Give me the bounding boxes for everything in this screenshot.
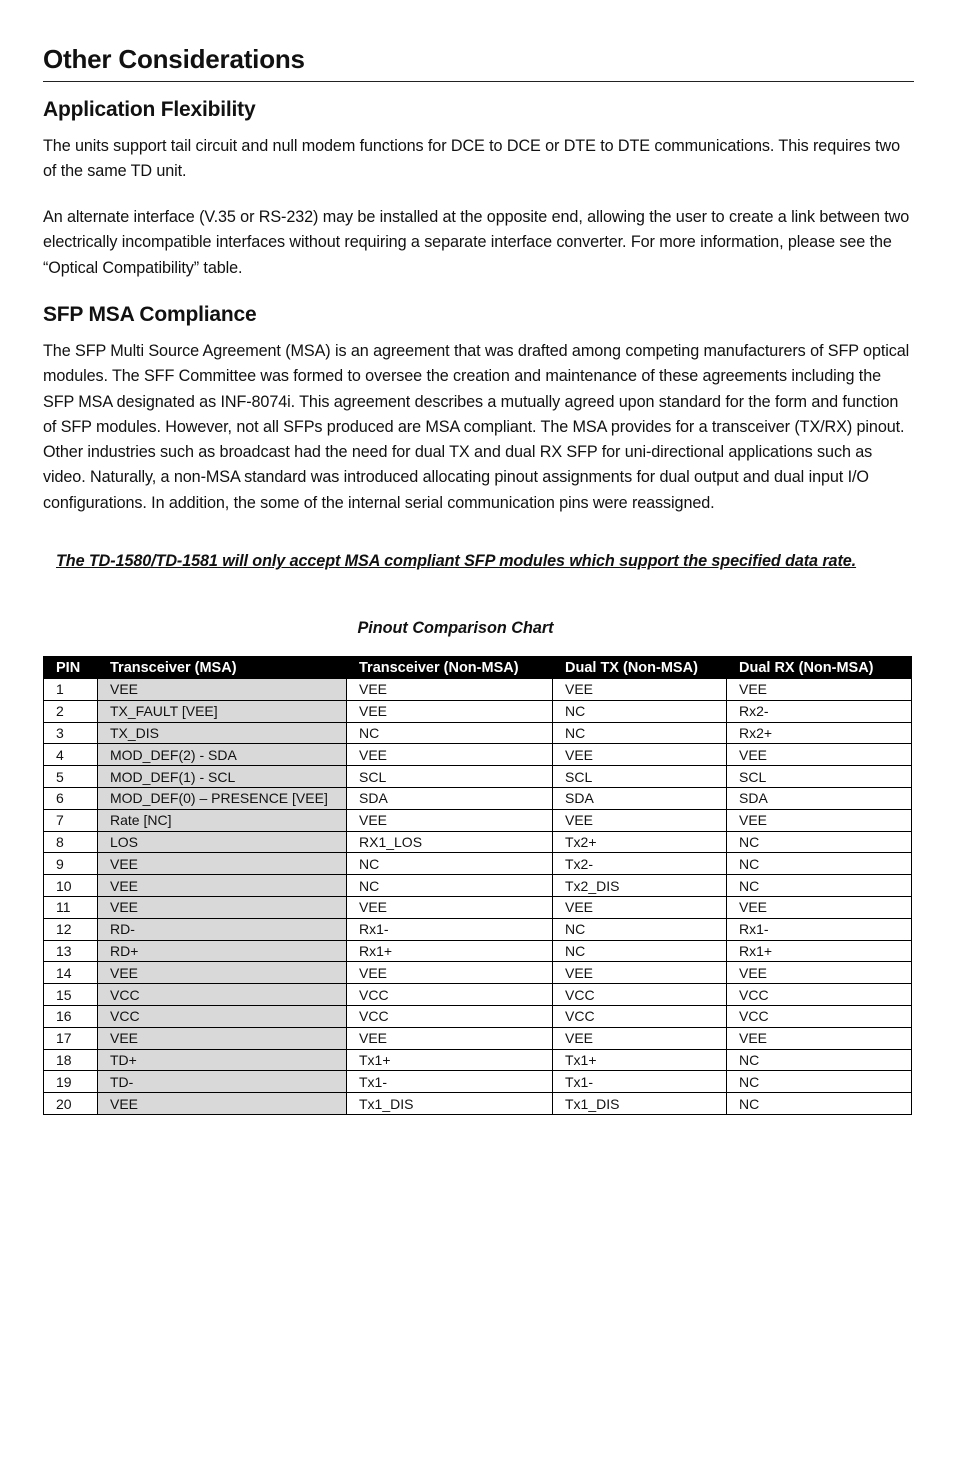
transceiver-non-msa-cell: VEE [347,679,553,701]
transceiver-msa-cell: VEE [98,679,347,701]
table-row [44,831,912,853]
dual-rx-cell: VEE [727,962,912,984]
pin-cell: 8 [44,831,98,853]
dual-rx-cell: VCC [727,984,912,1006]
table-row [44,875,912,897]
transceiver-non-msa-cell: Tx1+ [347,1049,553,1071]
transceiver-non-msa-cell: NC [347,853,553,875]
pin-cell: 4 [44,744,98,766]
compliance-notice: The TD-1580/TD-1581 will only accept MSA compliant SFP modules which support the specified data rate. [56,552,857,570]
table-header-row [44,657,912,679]
pin-cell: 9 [44,853,98,875]
transceiver-msa-cell: MOD_DEF(2) - SDA [98,744,347,766]
dual-tx-cell: NC [553,940,727,962]
transceiver-non-msa-cell: NC [347,875,553,897]
table-row [44,984,912,1006]
transceiver-msa-cell: VEE [98,1027,347,1049]
dual-rx-cell: Rx1+ [727,940,912,962]
paragraph-tail-circuit: The units support tail circuit and null modem functions for DCE to DCE or DTE to DTE communications. This requires two of the same TD unit. [43,137,900,181]
dual-tx-cell: Tx2- [553,853,727,875]
dual-tx-cell: VEE [553,809,727,831]
dual-rx-cell: NC [727,853,912,875]
pin-cell: 13 [44,940,98,962]
transceiver-msa-cell: VCC [98,1005,347,1027]
transceiver-msa-cell: TX_DIS [98,722,347,744]
transceiver-non-msa-cell: VEE [347,809,553,831]
transceiver-non-msa-cell: RX1_LOS [347,831,553,853]
column-header-dual-tx: Dual TX (Non-MSA) [553,657,727,679]
dual-rx-cell: SDA [727,787,912,809]
pin-cell: 5 [44,766,98,788]
transceiver-msa-cell: MOD_DEF(0) – PRESENCE [VEE] [98,787,347,809]
pin-cell: 19 [44,1071,98,1093]
dual-tx-cell: VCC [553,1005,727,1027]
transceiver-msa-cell: Rate [NC] [98,809,347,831]
transceiver-non-msa-cell: Rx1+ [347,940,553,962]
dual-rx-cell: VEE [727,809,912,831]
transceiver-non-msa-cell: SCL [347,766,553,788]
dual-rx-cell: NC [727,1093,912,1115]
section-heading-other-considerations: Other Considerations [43,44,305,74]
transceiver-non-msa-cell: VEE [347,1027,553,1049]
table-row [44,787,912,809]
transceiver-non-msa-cell: VCC [347,1005,553,1027]
dual-tx-cell: NC [553,722,727,744]
transceiver-msa-cell: VEE [98,962,347,984]
transceiver-non-msa-cell: SDA [347,787,553,809]
dual-rx-cell: NC [727,831,912,853]
table-body [44,679,912,1115]
table-row [44,853,912,875]
dual-tx-cell: NC [553,700,727,722]
pin-cell: 18 [44,1049,98,1071]
table-row [44,1027,912,1049]
transceiver-msa-cell: VCC [98,984,347,1006]
pin-cell: 7 [44,809,98,831]
dual-tx-cell: NC [553,918,727,940]
table-row [44,1093,912,1115]
table-row [44,722,912,744]
pin-cell: 17 [44,1027,98,1049]
dual-tx-cell: Tx2_DIS [553,875,727,897]
transceiver-non-msa-cell: NC [347,722,553,744]
transceiver-msa-cell: VEE [98,875,347,897]
dual-rx-cell: NC [727,1049,912,1071]
dual-tx-cell: SDA [553,787,727,809]
transceiver-msa-cell: TX_FAULT [VEE] [98,700,347,722]
heading-rule [43,81,914,82]
table-row [44,700,912,722]
dual-rx-cell: VEE [727,679,912,701]
dual-tx-cell: VCC [553,984,727,1006]
table-row [44,1005,912,1027]
subheading-sfp-msa-compliance: SFP MSA Compliance [43,303,257,326]
table-row [44,1049,912,1071]
transceiver-msa-cell: RD+ [98,940,347,962]
transceiver-non-msa-cell: VEE [347,700,553,722]
dual-rx-cell: VEE [727,1027,912,1049]
pin-cell: 10 [44,875,98,897]
table-row [44,766,912,788]
paragraph-alternate-interface: An alternate interface (V.35 or RS-232) may be installed at the opposite end, allowing the user to create a link between two electrically incompatible interfaces without requiring a separate interface converter. For more information, please see the “Optical Compatibility” table. [43,208,910,277]
table-row [44,896,912,918]
dual-rx-cell: Rx1- [727,918,912,940]
table-row [44,744,912,766]
column-header-dual-rx: Dual RX (Non-MSA) [727,657,912,679]
dual-rx-cell: VEE [727,896,912,918]
dual-rx-cell: Rx2- [727,700,912,722]
dual-rx-cell: NC [727,1071,912,1093]
transceiver-msa-cell: LOS [98,831,347,853]
transceiver-non-msa-cell: Rx1- [347,918,553,940]
subheading-application-flexibility: Application Flexibility [43,98,256,121]
transceiver-non-msa-cell: VCC [347,984,553,1006]
transceiver-msa-cell: VEE [98,896,347,918]
dual-tx-cell: VEE [553,896,727,918]
transceiver-msa-cell: RD- [98,918,347,940]
pin-cell: 3 [44,722,98,744]
dual-tx-cell: Tx1_DIS [553,1093,727,1115]
dual-rx-cell: NC [727,875,912,897]
table-row [44,940,912,962]
dual-tx-cell: Tx1+ [553,1049,727,1071]
column-header-pin: PIN [44,657,98,679]
table-row [44,962,912,984]
column-header-transceiver-msa: Transceiver (MSA) [98,657,347,679]
transceiver-non-msa-cell: VEE [347,744,553,766]
pin-cell: 15 [44,984,98,1006]
transceiver-msa-cell: VEE [98,1093,347,1115]
transceiver-non-msa-cell: VEE [347,896,553,918]
table-caption: Pinout Comparison Chart [357,619,554,637]
dual-tx-cell: VEE [553,1027,727,1049]
transceiver-non-msa-cell: Tx1_DIS [347,1093,553,1115]
dual-rx-cell: VCC [727,1005,912,1027]
dual-tx-cell: Tx2+ [553,831,727,853]
pinout-comparison-table [43,656,912,1115]
table-row [44,809,912,831]
table-row [44,1071,912,1093]
dual-tx-cell: VEE [553,962,727,984]
transceiver-msa-cell: MOD_DEF(1) - SCL [98,766,347,788]
pin-cell: 14 [44,962,98,984]
dual-rx-cell: Rx2+ [727,722,912,744]
pin-cell: 6 [44,787,98,809]
pin-cell: 20 [44,1093,98,1115]
paragraph-sfp-msa: The SFP Multi Source Agreement (MSA) is an agreement that was drafted among competing manufacturers of SFP optical modules. The SFF Committee was formed to oversee the creation and maintenance of these agreements including the SFP MSA designated as INF-8074i. This agreement describes a mutually agreed upon standard for the form and function of SFP modules. However, not all SFPs produced are MSA compliant. The MSA provides for a transceiver (TX/RX) pinout. Other industries such as broadcast had the need for dual TX and dual RX SFP for uni-directional applications such as video. Naturally, a non-MSA standard was introduced allocating pinout assignments for dual output and dual input I/O configurations. In addition, the some of the internal serial communication pins were reassigned. [43,342,910,512]
transceiver-non-msa-cell: Tx1- [347,1071,553,1093]
table-row [44,918,912,940]
transceiver-msa-cell: VEE [98,853,347,875]
pin-cell: 12 [44,918,98,940]
dual-tx-cell: VEE [553,679,727,701]
pin-cell: 2 [44,700,98,722]
dual-rx-cell: VEE [727,744,912,766]
table-row [44,679,912,701]
transceiver-non-msa-cell: VEE [347,962,553,984]
dual-tx-cell: VEE [553,744,727,766]
pin-cell: 11 [44,896,98,918]
transceiver-msa-cell: TD+ [98,1049,347,1071]
transceiver-msa-cell: TD- [98,1071,347,1093]
dual-tx-cell: SCL [553,766,727,788]
pin-cell: 1 [44,679,98,701]
dual-tx-cell: Tx1- [553,1071,727,1093]
column-header-transceiver-non-msa: Transceiver (Non-MSA) [347,657,553,679]
dual-rx-cell: SCL [727,766,912,788]
pin-cell: 16 [44,1005,98,1027]
